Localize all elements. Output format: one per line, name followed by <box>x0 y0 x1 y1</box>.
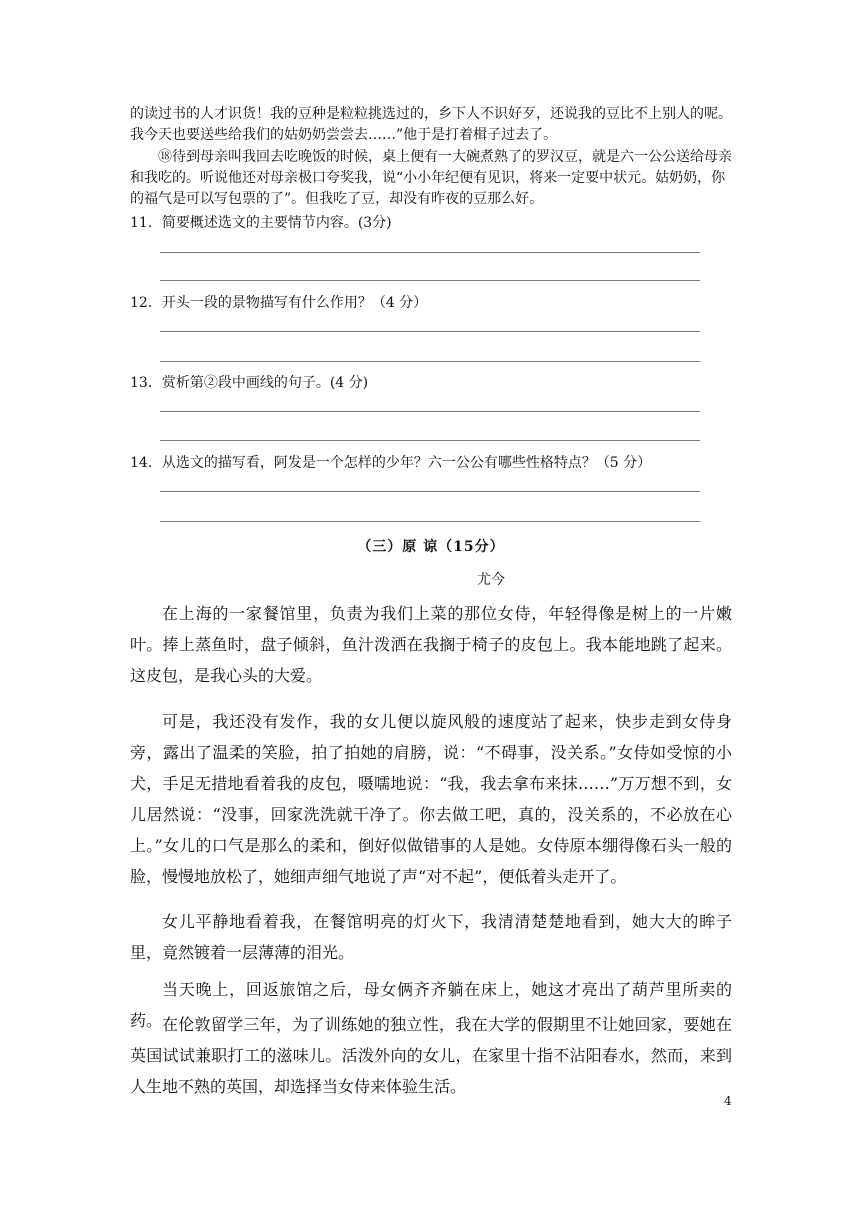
answer-line <box>160 440 700 441</box>
question-14: 14．从选文的描写看，阿发是一个怎样的少年？六一公公有哪些性格特点？（5 分） <box>130 455 652 471</box>
essay-paragraph-3: 女儿平静地看着我，在餐馆明亮的灯火下，我清清楚楚地看到，她大大的眸子里，竟然镀着一层薄薄的泪光。 <box>130 912 732 962</box>
page-number: 4 <box>724 1094 732 1108</box>
essay-paragraph-4: 当天晚上，回返旅馆之后，母女俩齐齐躺在床上，她这才亮出了葫芦里所卖的药。 <box>130 980 732 1030</box>
story-paragraph-18: ⑱待到母亲叫我回去吃晚饭的时候，桌上便有一大碗煮熟了的罗汉豆，就是六一公公送给母亲和我吃的。听说他还对母亲极口夸奖我，说“小小年纪便有见识，将来一定要中状元。姑奶奶，你的福气是可以写包票的了”。但我吃了豆，却没有昨夜的豆那么好。 <box>130 149 732 207</box>
section-title: （三）原 谅（15分） <box>357 539 505 555</box>
answer-line <box>160 280 700 281</box>
answer-line <box>160 491 700 492</box>
essay-paragraph-1: 在上海的一家餐馆里，负责为我们上菜的那位女侍，年轻得像是树上的一片嫩叶。捧上蒸鱼时，盘子倾斜，鱼汁泼洒在我搁于椅子的皮包上。我本能地跳了起来。这皮包，是我心头的大爱。 <box>130 604 732 685</box>
essay-paragraph-2: 可是，我还没有发作，我的女儿便以旋风般的速度站了起来，快步走到女侍身旁，露出了温柔的笑脸，拍了拍她的肩膀，说：“不碍事，没关系。”女侍如受惊的小犬，手足无措地看着我的皮包，嗫嚅地说：“我，我去拿布来抹……”万万想不到，女儿居然说：“没事，回家洗洗就干净了。你去做工吧，真的，没关系的，不必放在心上。”女儿的口气是那么的柔和，倒好似做错事的人是她。女侍原本绷得像石头一般的脸，慢慢地放松了，她细声细气地说了声“对不起”，便低着头走开了。 <box>130 712 732 886</box>
answer-line <box>160 521 700 522</box>
story-paragraph-17-end: 的读过书的人才识货！我的豆种是粒粒挑选过的，乡下人不识好歹，还说我的豆比不上别人的呢。我今天也要送些给我们的姑奶奶尝尝去……”他于是打着楫子过去了。 <box>130 106 732 143</box>
answer-line <box>160 411 700 412</box>
answer-line <box>160 331 700 332</box>
question-11: 11．简要概述选文的主要情节内容。(3分) <box>130 215 392 231</box>
question-12: 12．开头一段的景物描写有什么作用？（4 分） <box>130 295 428 311</box>
answer-line <box>160 361 700 362</box>
question-13: 13．赏析第②段中画线的句子。(4 分) <box>130 375 369 391</box>
answer-line <box>160 252 700 253</box>
author: 尤今 <box>477 572 505 588</box>
essay-paragraph-5: 在伦敦留学三年，为了训练她的独立性，我在大学的假期里不让她回家，要她在英国试试兼职打工的滋味儿。活泼外向的女儿，在家里十指不沾阳春水，然而，来到人生地不熟的英国，却选择当女侍来体验生活。 <box>130 1015 732 1096</box>
